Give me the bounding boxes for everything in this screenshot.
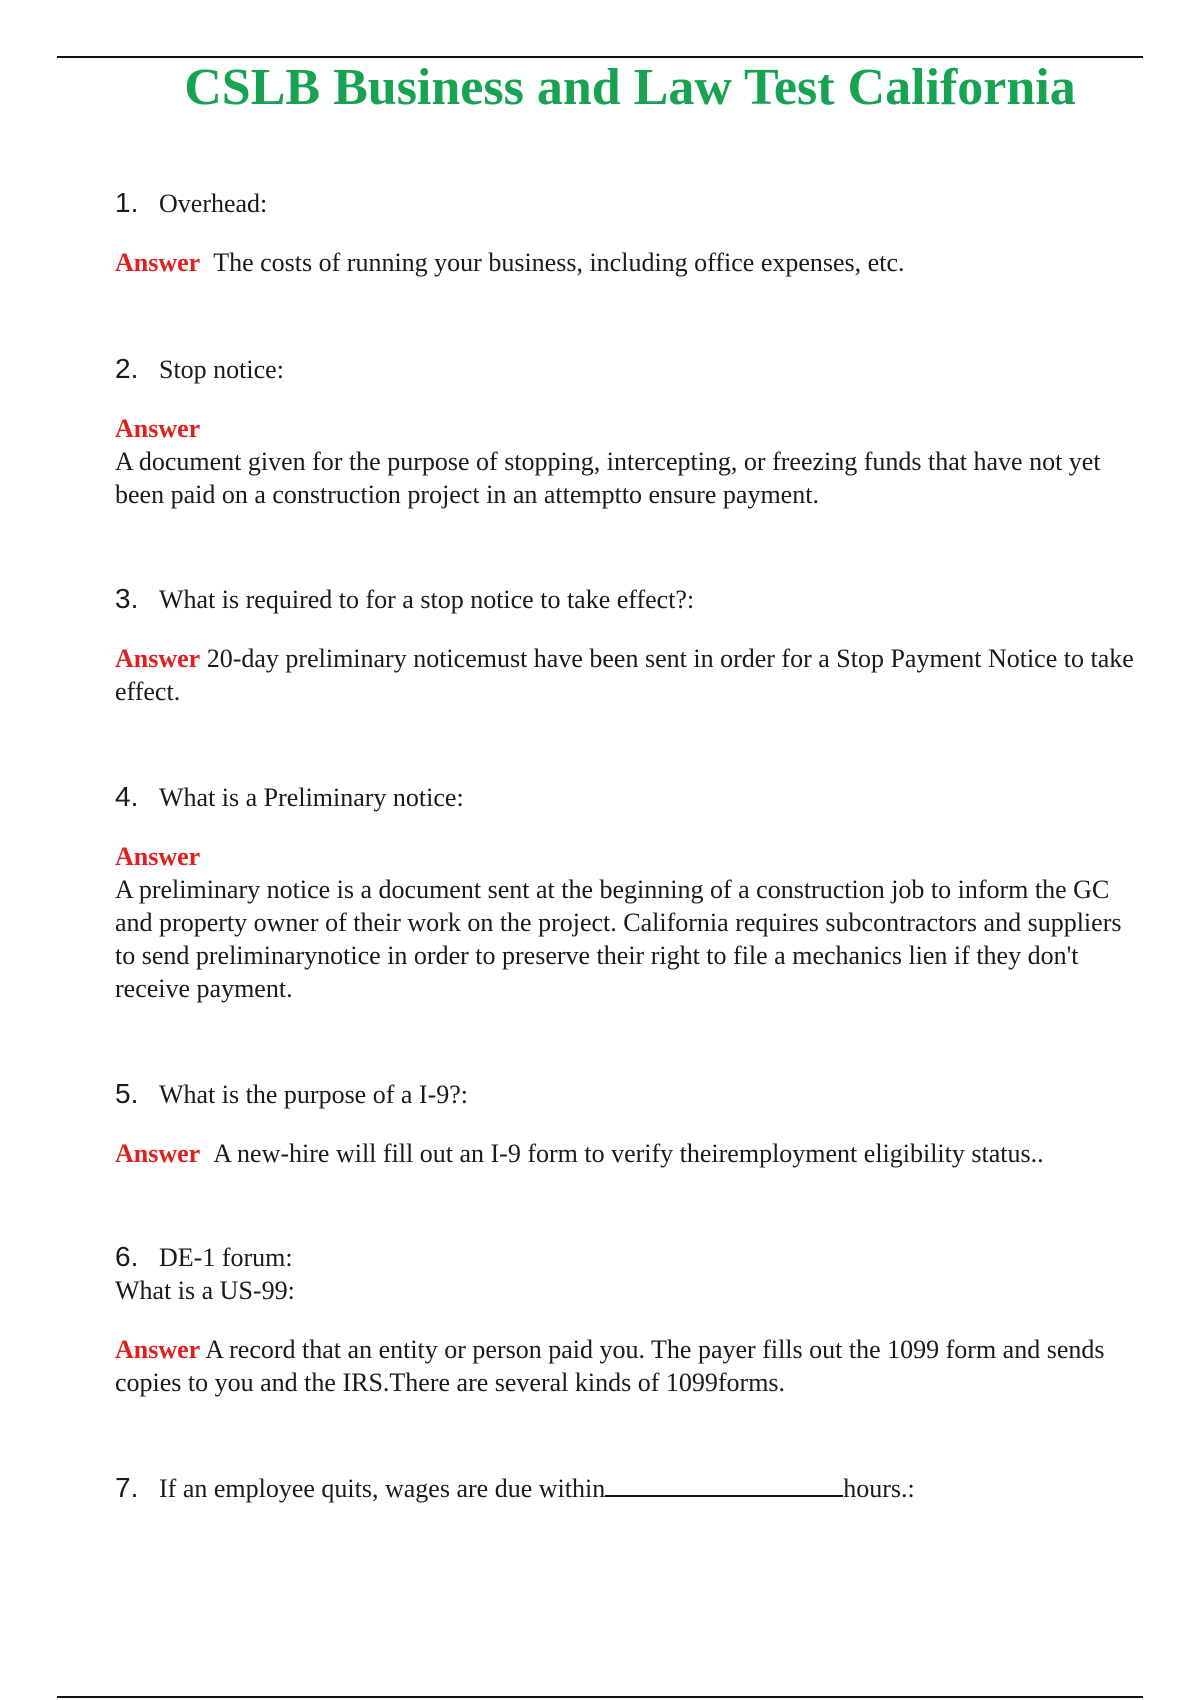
subquestion-6: What is a US-99: [115, 1276, 295, 1305]
answer-3 [115, 642, 1145, 708]
question-text-after-blank: hours.: [843, 1474, 915, 1503]
answer-6 [115, 1333, 1145, 1399]
question-3 [115, 582, 1145, 616]
question-5 [115, 1077, 1145, 1111]
fill-in-blank-line [605, 1471, 843, 1497]
answer-2 [115, 412, 1145, 511]
answer-4 [115, 840, 1145, 1005]
answer-text: A document given for the purpose of stopping, intercepting, or freezing funds that have not yet been paid on a construction project in an attemptto ensure payment. [115, 447, 1101, 509]
question-2 [115, 352, 1145, 386]
answer-text: A preliminary notice is a document sent at the beginning of a construction job to inform the GC and property owner of their work on the project. California requires subcontractors and suppliers to send preliminarynotice in order to preserve their right to file a mechanics lien if they don't receive payment. [115, 875, 1122, 1003]
qa-item-5 [115, 1077, 1145, 1170]
answer-label: Answer [115, 644, 201, 673]
question-text: Stop notice: [159, 355, 284, 384]
question-text: What is required to for a stop notice to take effect?: [159, 585, 695, 614]
question-number: 4. [115, 781, 139, 812]
question-text: DE-1 forum: [159, 1243, 293, 1272]
answer-text: 20-day preliminary noticemust have been sent in order for a Stop Payment Notice to take effect. [115, 644, 1134, 706]
question-text: What is a Preliminary notice: [159, 783, 464, 812]
question-number: 2. [115, 353, 139, 384]
answer-label: Answer [115, 842, 201, 871]
question-text: What is the purpose of a I-9?: [159, 1080, 469, 1109]
answer-label: Answer [115, 1139, 201, 1168]
answer-text: The costs of running your business, including office expenses, etc. [213, 248, 905, 277]
qa-item-4 [115, 780, 1145, 1005]
question-1 [115, 186, 1145, 220]
answer-text: A record that an entity or person paid you. The payer fills out the 1099 form and sends copies to you and the IRS.There are several kinds of 1099forms. [115, 1335, 1105, 1397]
answer-5 [115, 1137, 1145, 1170]
qa-item-3 [115, 582, 1145, 708]
question-number: 3. [115, 583, 139, 614]
question-7 [115, 1471, 1145, 1505]
question-6 [115, 1240, 1145, 1274]
question-number: 5. [115, 1078, 139, 1109]
answer-label: Answer [115, 414, 201, 443]
bottom-rule [57, 1696, 1143, 1698]
question-text-before-blank: If an employee quits, wages are due within [159, 1474, 606, 1503]
question-4 [115, 780, 1145, 814]
answer-1 [115, 246, 1145, 279]
qa-item-1 [115, 186, 1145, 279]
page-title: CSLB Business and Law Test California [184, 59, 1076, 116]
qa-item-2 [115, 352, 1145, 511]
answer-label: Answer [115, 248, 201, 277]
answer-text: A new-hire will fill out an I-9 form to verify theiremployment eligibility status.. [213, 1139, 1044, 1168]
question-number: 6. [115, 1241, 139, 1272]
qa-item-6 [115, 1240, 1145, 1399]
question-number: 7. [115, 1472, 139, 1503]
question-text: Overhead: [159, 189, 268, 218]
answer-label: Answer [115, 1335, 201, 1364]
question-number: 1. [115, 187, 139, 218]
qa-item-7 [115, 1471, 1145, 1505]
